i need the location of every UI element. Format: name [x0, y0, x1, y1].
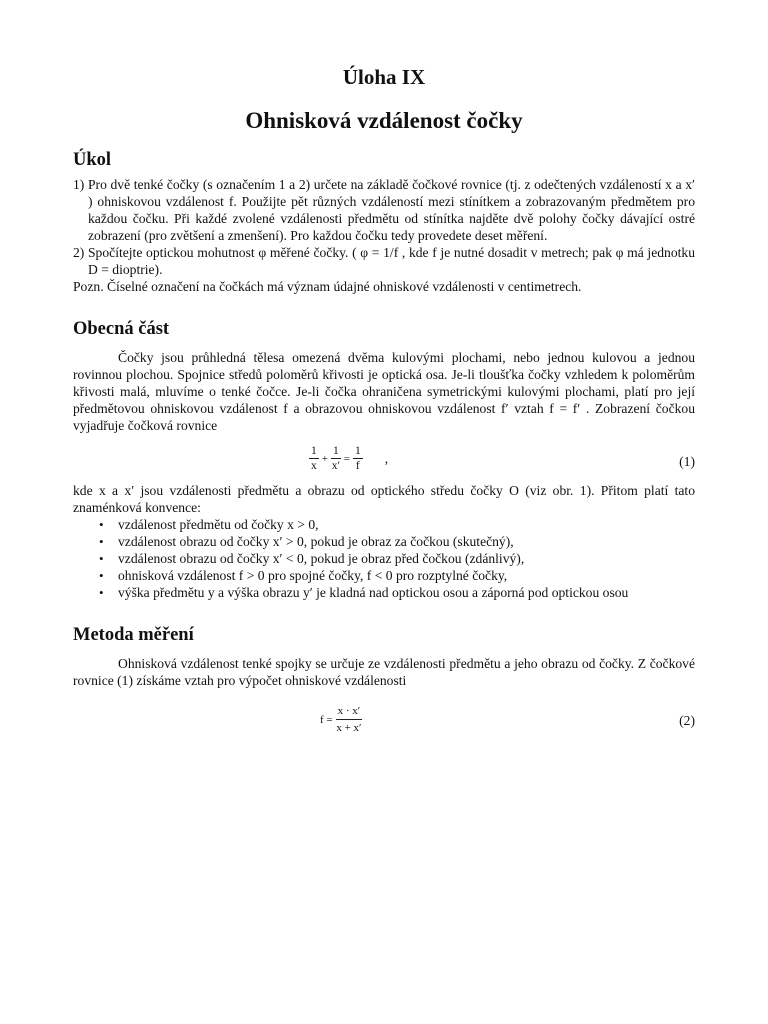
task-item-text: Pro dvě tenké čočky (s označením 1 a 2) určete na základě čočkové rovnice (tj. z odečtených vzdáleností x a x′ ) ohniskovou vzdálenost f. Použijte pět různých vzdáleností mezi stínítkem a zobrazovaným předmětem pro každou čočku. Při každé zvolené vzdálenosti předmětu od stínítka najděte dvě polohy čočky dávající ostré zobrazení (pro zvětšení a zmenšení). Pro každou čočku tedy provedete deset měření. — [88, 177, 695, 243]
fraction-numerator: 1 — [354, 445, 361, 457]
sign-convention-list — [73, 516, 695, 601]
fraction-focal-length — [336, 703, 363, 736]
fraction-numerator: 1 — [332, 445, 339, 457]
focal-length-equation — [73, 703, 695, 745]
list-item: • vzdálenost obrazu od čočky x′ < 0, pokud je obraz před čočkou (zdánlivý), — [73, 550, 695, 567]
task-item-text: Spočítejte optickou mohutnost φ měřené čočky. ( φ = 1/f , kde f je nutné dosadit v metrech; pak φ má jednotku D = dioptrie). — [88, 245, 695, 277]
fraction-1-over-x — [309, 444, 319, 473]
note: Pozn. Číselné označení na čočkách má význam údajné ohniskové vzdálenosti v centimetrech. — [73, 279, 582, 294]
equation-number-1: (1) — [679, 454, 695, 469]
task-item-1 — [73, 176, 695, 244]
formula-1 — [309, 444, 388, 473]
section-metoda — [73, 623, 695, 745]
document-page — [73, 62, 695, 745]
paragraph-convention: kde x a x′ jsou vzdálenosti předmětu a obrazu od optického středu čočky O (viz obr. 1). Přitom platí tato znaménková konvence: — [73, 483, 695, 515]
formula-2 — [317, 703, 362, 736]
task-heading: Úloha IX — [342, 65, 426, 89]
equation-number-2: (2) — [679, 713, 695, 728]
section-obecna — [73, 317, 695, 601]
fraction-denominator: x — [311, 460, 317, 472]
list-item: • výška předmětu y a výška obrazu y′ je kladná nad optickou osou a záporná pod optickou osou — [73, 584, 695, 601]
section-heading-metoda: Metoda měření — [73, 625, 194, 645]
task-item-number: 1) — [73, 177, 85, 192]
formula-lhs: f = — [320, 713, 333, 726]
task-list — [73, 176, 695, 295]
plus-sign: + — [321, 452, 328, 465]
fraction-1-over-f — [353, 444, 363, 473]
list-item: • vzdálenost předmětu od čočky x > 0, — [73, 516, 695, 533]
list-item: • vzdálenost obrazu od čočky x′ > 0, pokud je obraz za čočkou (skutečný), — [73, 533, 695, 550]
section-heading-ukol: Úkol — [73, 150, 112, 170]
section-ukol — [73, 148, 695, 295]
task-item-number: 2) — [73, 245, 85, 260]
fraction-numerator: 1 — [311, 445, 317, 457]
fraction-denominator: f — [355, 460, 360, 472]
equals-sign: = — [343, 452, 350, 465]
paragraph-intro: Čočky jsou průhledná tělesa omezená dvěma kulovými plochami, nebo jednou kulovou a jednou rovinnou plochou. Spojnice středů poloměrů křivosti je optická osa. Je-li tloušťka čočky vzhledem k poloměrům křivosti malá, mluvíme o tenké čočce. Je-li čočka ohraničena symetrickými kulovými plochami, platí pro její předmětovou ohniskovou vzdálenost f a obrazovou ohniskovou vzdálenost f′ vztah f = f′ . Zobrazení čočkou vyjadřuje čočková rovnice — [73, 350, 695, 433]
task-item-2 — [73, 244, 695, 278]
lens-equation — [73, 444, 695, 482]
fraction-1-over-x-prime — [331, 444, 341, 473]
formula-comma: , — [384, 450, 389, 466]
list-item: • ohnisková vzdálenost f > 0 pro spojné čočky, f < 0 pro rozptylné čočky, — [73, 567, 695, 584]
fraction-denominator: x + x′ — [336, 722, 362, 734]
fraction-denominator: x′ — [331, 460, 340, 472]
fraction-numerator: x · x′ — [336, 703, 363, 720]
document-title: Ohnisková vzdálenost čočky — [245, 108, 523, 133]
paragraph-method: Ohnisková vzdálenost tenké spojky se určuje ze vzdálenosti předmětu a jeho obrazu od čočky. Z čočkové rovnice (1) získáme vztah pro výpočet ohniskové vzdálenosti — [73, 656, 695, 688]
section-heading-obecna: Obecná část — [73, 319, 170, 339]
